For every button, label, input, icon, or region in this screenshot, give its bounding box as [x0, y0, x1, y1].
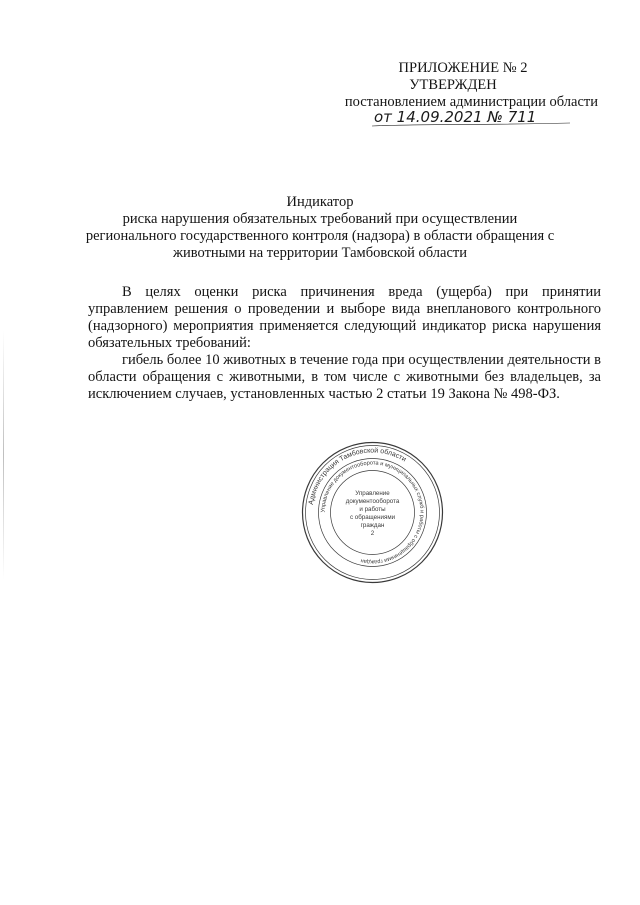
appendix-label: ПРИЛОЖЕНИЕ № 2 — [398, 60, 528, 76]
seal-center-line: с обращениями — [349, 514, 396, 521]
approved-label: УТВЕРЖДЕН — [409, 77, 497, 93]
seal-outer-text: Администрация Тамбовской области — [307, 447, 408, 506]
seal-center-line: Управление — [355, 490, 390, 497]
seal-center-line: 2 — [370, 530, 375, 537]
heading-line-3: животными на территории Тамбовской области — [173, 245, 467, 261]
document-heading — [80, 194, 560, 262]
official-seal-stamp — [300, 440, 445, 585]
body-paragraph-2: гибель более 10 животных в течение года при осуществлении деятельности в области обращения с животными, в том числе с животными без владельцев, за исключением случаев, установленных частью 2 статьи 19 Закона № 498-ФЗ. — [88, 352, 601, 402]
document-body — [88, 284, 601, 403]
seal-center-line: граждан — [360, 522, 385, 529]
handwritten-date-number: от 14.09.2021 № 711 — [374, 108, 537, 126]
heading-title: Индикатор — [286, 194, 354, 210]
decree-label: постановлением администрации области — [344, 94, 598, 110]
scan-edge-artifact — [3, 330, 4, 580]
heading-line-1: риска нарушения обязательных требований при осуществлении — [122, 211, 518, 227]
body-paragraph-1: В целях оценки риска причинения вреда (ущерба) при принятии управлением решения о проведении и выборе вида внепланового контрольного (надзорного) мероприятия применяется следующий индикатор риска нарушения обязательных требований: — [88, 284, 601, 351]
seal-center-text — [346, 490, 400, 537]
seal-center-line: документооборота — [345, 498, 400, 505]
seal-graphic — [300, 440, 445, 585]
seal-center-line: и работы — [359, 506, 386, 513]
handwritten-date-signature — [372, 104, 572, 130]
seal-middle-text: Управление документооборота и муниципальных служб и работы с обращениями граждан — [320, 460, 425, 565]
heading-line-2: регионального государственного контроля (надзора) в области обращения с — [85, 228, 555, 244]
